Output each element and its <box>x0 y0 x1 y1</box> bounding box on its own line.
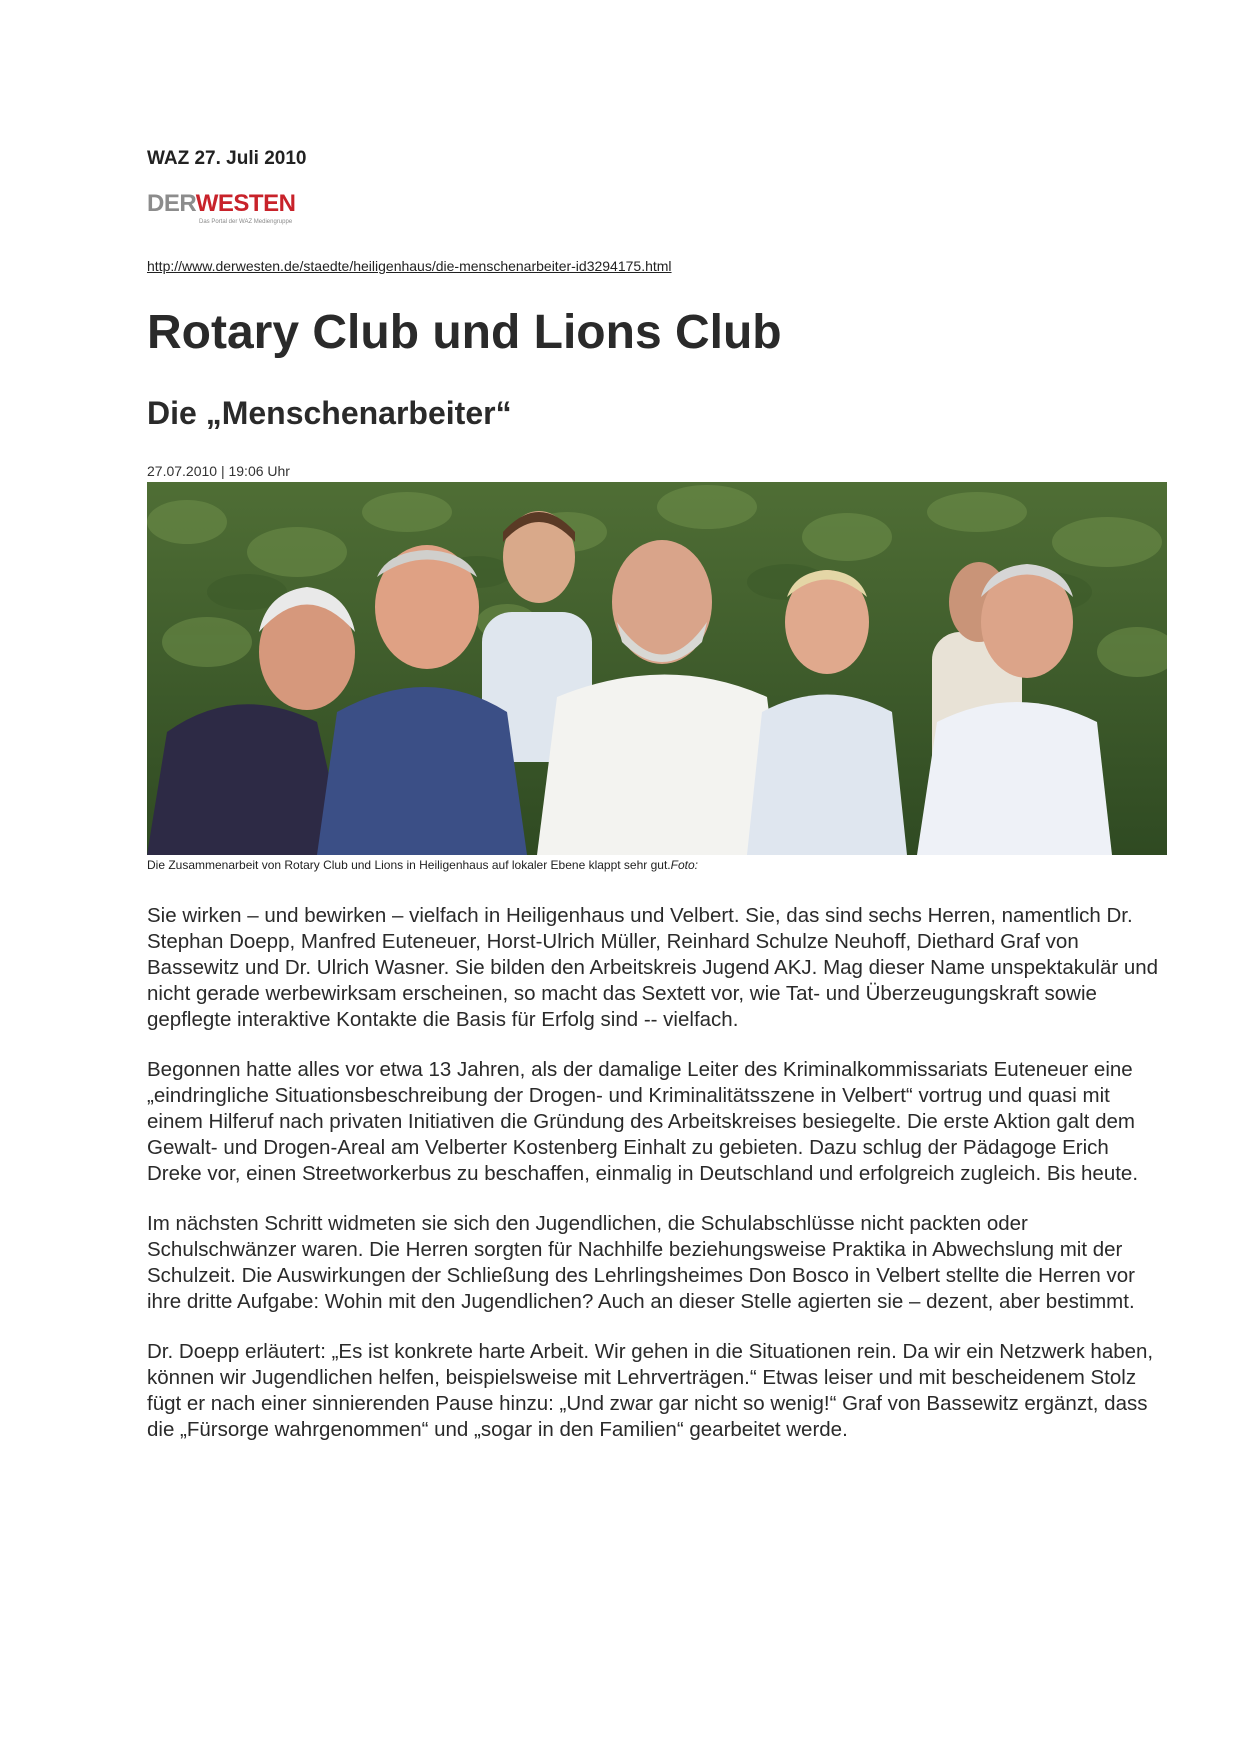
article-paragraph: Sie wirken – und bewirken – vielfach in Heiligenhaus und Velbert. Sie, das sind sechs Herren, namentlich Dr. Stephan Doepp, Manfred Euteneuer, Horst-Ulrich Müller, Reinhard Schulze Neuhoff, Diethard Graf von Bassewitz und Dr. Ulrich Wasner. Sie bilden den Arbeitskreis Jugend AKJ. Mag dieser Name unspektakulär und nicht gerade werbewirksam erscheinen, so macht das Sextett vor, wie Tat- und Überzeugungskraft sowie gepflegte interaktive Kontakte die Basis für Erfolg sind -- vielfach. <box>147 904 1159 1031</box>
group-photo-image <box>147 482 1167 855</box>
derwesten-logo <box>147 190 299 226</box>
logo-westen: WESTEN <box>195 190 296 217</box>
photo-caption-text: Die Zusammenarbeit von Rotary Club und Lions in Heiligenhaus auf lokaler Ebene klappt sehr gut. <box>147 858 671 872</box>
subheadline: Die „Menschenarbeiter“ <box>147 395 512 431</box>
article-paragraph: Im nächsten Schritt widmeten sie sich den Jugendlichen, die Schulabschlüsse nicht packten oder Schulschwänzer waren. Die Herren sorgten für Nachhilfe beziehungsweise Praktika in Abwechslung mit der Schulzeit. Die Auswirkungen der Schließung des Lehrlingsheimes Don Bosco in Velbert stellte die Herren vor ihre dritte Aufgabe: Wohin mit den Jugendlichen? Auch an dieser Stelle agierten sie – dezent, aber bestimmt. <box>147 1212 1135 1313</box>
photo-caption <box>147 858 698 872</box>
article-url-link[interactable]: http://www.derwesten.de/staedte/heiligenhaus/die-menschenarbeiter-id3294175.html <box>147 258 672 274</box>
photo-credit: Foto: <box>670 858 698 872</box>
article-paragraph: Dr. Doepp erläutert: „Es ist konkrete harte Arbeit. Wir gehen in die Situationen rein. Da wir ein Netzwerk haben, können wir Jugendlichen helfen, beispielsweise mit Lehrverträgen.“ Etwas leiser und mit bescheidenem Stolz fügt er nach einer sinnierenden Pause hinzu: „Und zwar gar nicht so wenig!“ Graf von Bassewitz ergänzt, dass die „Fürsorge wahrgenommen“ und „sogar in den Familien“ gearbeitet werde. <box>147 1340 1154 1441</box>
article-paragraph: Begonnen hatte alles vor etwa 13 Jahren, als der damalige Leiter des Kriminalkommissariats Euteneuer eine „eindringliche Situationsbeschreibung der Drogen- und Kriminalitätsszene in Velbert“ vortrug und quasi mit einem Hilferuf nach privaten Initiativen die Gründung des Arbeitskreises besiegelte. Die erste Aktion galt dem Gewalt- und Drogen-Areal am Velberter Kostenberg Einhalt zu gebieten. Dazu schlug der Pädagoge Erich Dreke vor, einen Streetworkerbus zu beschaffen, einmalig in Deutschland und erfolgreich zugleich. Bis heute. <box>147 1058 1139 1185</box>
source-line: WAZ 27. Juli 2010 <box>147 148 307 169</box>
dateline: 27.07.2010 | 19:06 Uhr <box>147 463 290 479</box>
logo-der: DER <box>147 190 196 217</box>
headline: Rotary Club und Lions Club <box>147 306 782 359</box>
group-photo <box>147 482 1167 855</box>
article-body <box>147 903 1167 1467</box>
logo-tagline: Das Portal der WAZ Mediengruppe <box>199 219 293 225</box>
